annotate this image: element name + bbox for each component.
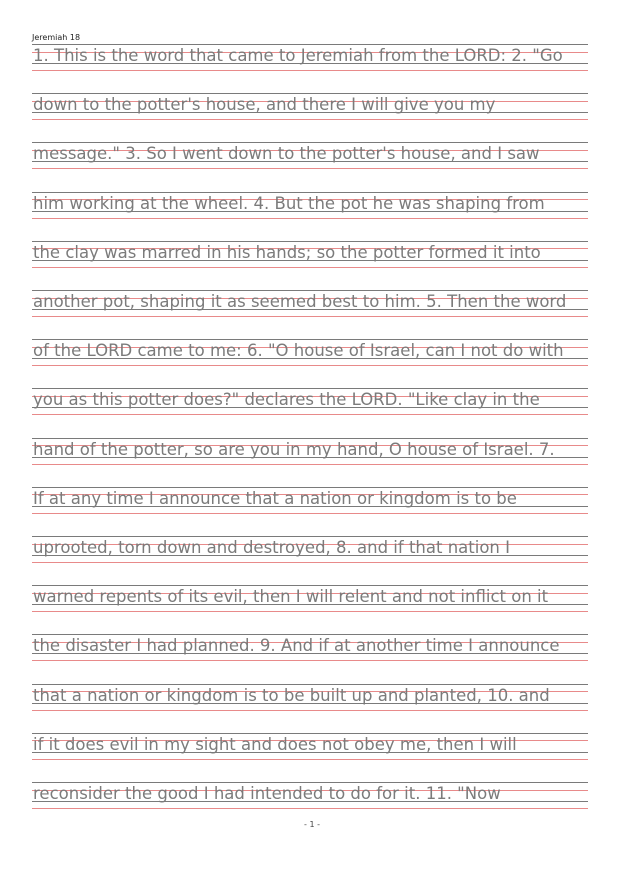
practice-row <box>32 585 588 634</box>
guide-line-red <box>32 218 588 219</box>
guide-line-red <box>32 808 588 809</box>
practice-row <box>32 339 588 388</box>
practice-row <box>32 536 588 585</box>
guide-line-grey <box>32 44 588 45</box>
guide-line-red <box>32 660 588 661</box>
guide-line-grey <box>32 192 588 193</box>
tracing-text: uprooted, torn down and destroyed, 8. and if that nation I <box>33 538 510 557</box>
guide-line-red <box>32 119 588 120</box>
tracing-text: reconsider the good I had intended to do for it. 11. "Now <box>33 784 501 803</box>
guide-line-grey <box>32 241 588 242</box>
practice-row <box>32 290 588 339</box>
practice-row <box>32 487 588 536</box>
guide-line-red <box>32 710 588 711</box>
guide-line-grey <box>32 733 588 734</box>
tracing-text: another pot, shaping it as seemed best to him. 5. Then the word <box>33 292 567 311</box>
practice-row <box>32 733 588 782</box>
practice-row <box>32 684 588 733</box>
guide-line-grey <box>32 290 588 291</box>
tracing-text: 1. This is the word that came to Jeremiah from the LORD: 2. "Go <box>33 46 563 65</box>
tracing-text: warned repents of its evil, then I will relent and not inflict on it <box>33 587 549 607</box>
guide-line-grey <box>32 438 588 439</box>
tracing-text: If at any time I announce that a nation or kingdom is to be <box>33 488 517 508</box>
tracing-text: that a nation or kingdom is to be built up and planted, 10. and <box>33 685 550 705</box>
guide-line-grey <box>32 585 588 586</box>
tracing-text: you as this potter does?" declares the LORD. "Like clay in the <box>33 390 540 410</box>
guide-line-red <box>32 414 588 415</box>
practice-row <box>32 93 588 142</box>
guide-line-red <box>32 267 588 268</box>
tracing-text: of the LORD came to me: 6. "O house of Israel, can I not do with <box>33 341 564 361</box>
guide-line-red <box>32 611 588 612</box>
guide-line-red <box>32 316 588 317</box>
guide-line-red <box>32 513 588 514</box>
guide-line-red <box>32 562 588 563</box>
guide-line-grey <box>32 684 588 685</box>
guide-line-red <box>32 365 588 366</box>
practice-row <box>32 241 588 290</box>
guide-line-grey <box>32 782 588 783</box>
guide-line-red <box>32 464 588 465</box>
practice-row <box>32 388 588 437</box>
tracing-text: him working at the wheel. 4. But the pot he was shaping from <box>33 193 545 213</box>
guide-line-red <box>32 70 588 71</box>
tracing-text: the disaster I had planned. 9. And if at another time I announce <box>33 636 560 656</box>
tracing-text: message." 3. So I went down to the potter's house, and I saw <box>33 144 540 164</box>
practice-row <box>32 438 588 487</box>
page-header: Jeremiah 18 <box>32 33 81 42</box>
guide-line-red <box>32 759 588 760</box>
guide-line-grey <box>32 142 588 143</box>
guide-line-grey <box>32 339 588 340</box>
guide-line-grey <box>32 93 588 94</box>
practice-row <box>32 192 588 241</box>
guide-line-red <box>32 168 588 169</box>
practice-row <box>32 634 588 683</box>
tracing-text: hand of the potter, so are you in my hand, O house of Israel. 7. <box>33 439 555 459</box>
guide-line-grey <box>32 634 588 635</box>
guide-line-grey <box>32 536 588 537</box>
tracing-text: if it does evil in my sight and does not obey me, then I will <box>33 734 517 754</box>
guide-line-grey <box>32 487 588 488</box>
page-number: - 1 - <box>304 820 320 829</box>
practice-row <box>32 142 588 191</box>
tracing-text: down to the potter's house, and there I will give you my <box>33 95 496 115</box>
guide-line-grey <box>32 388 588 389</box>
practice-row <box>32 44 588 93</box>
tracing-text: the clay was marred in his hands; so the potter formed it into <box>33 242 541 262</box>
